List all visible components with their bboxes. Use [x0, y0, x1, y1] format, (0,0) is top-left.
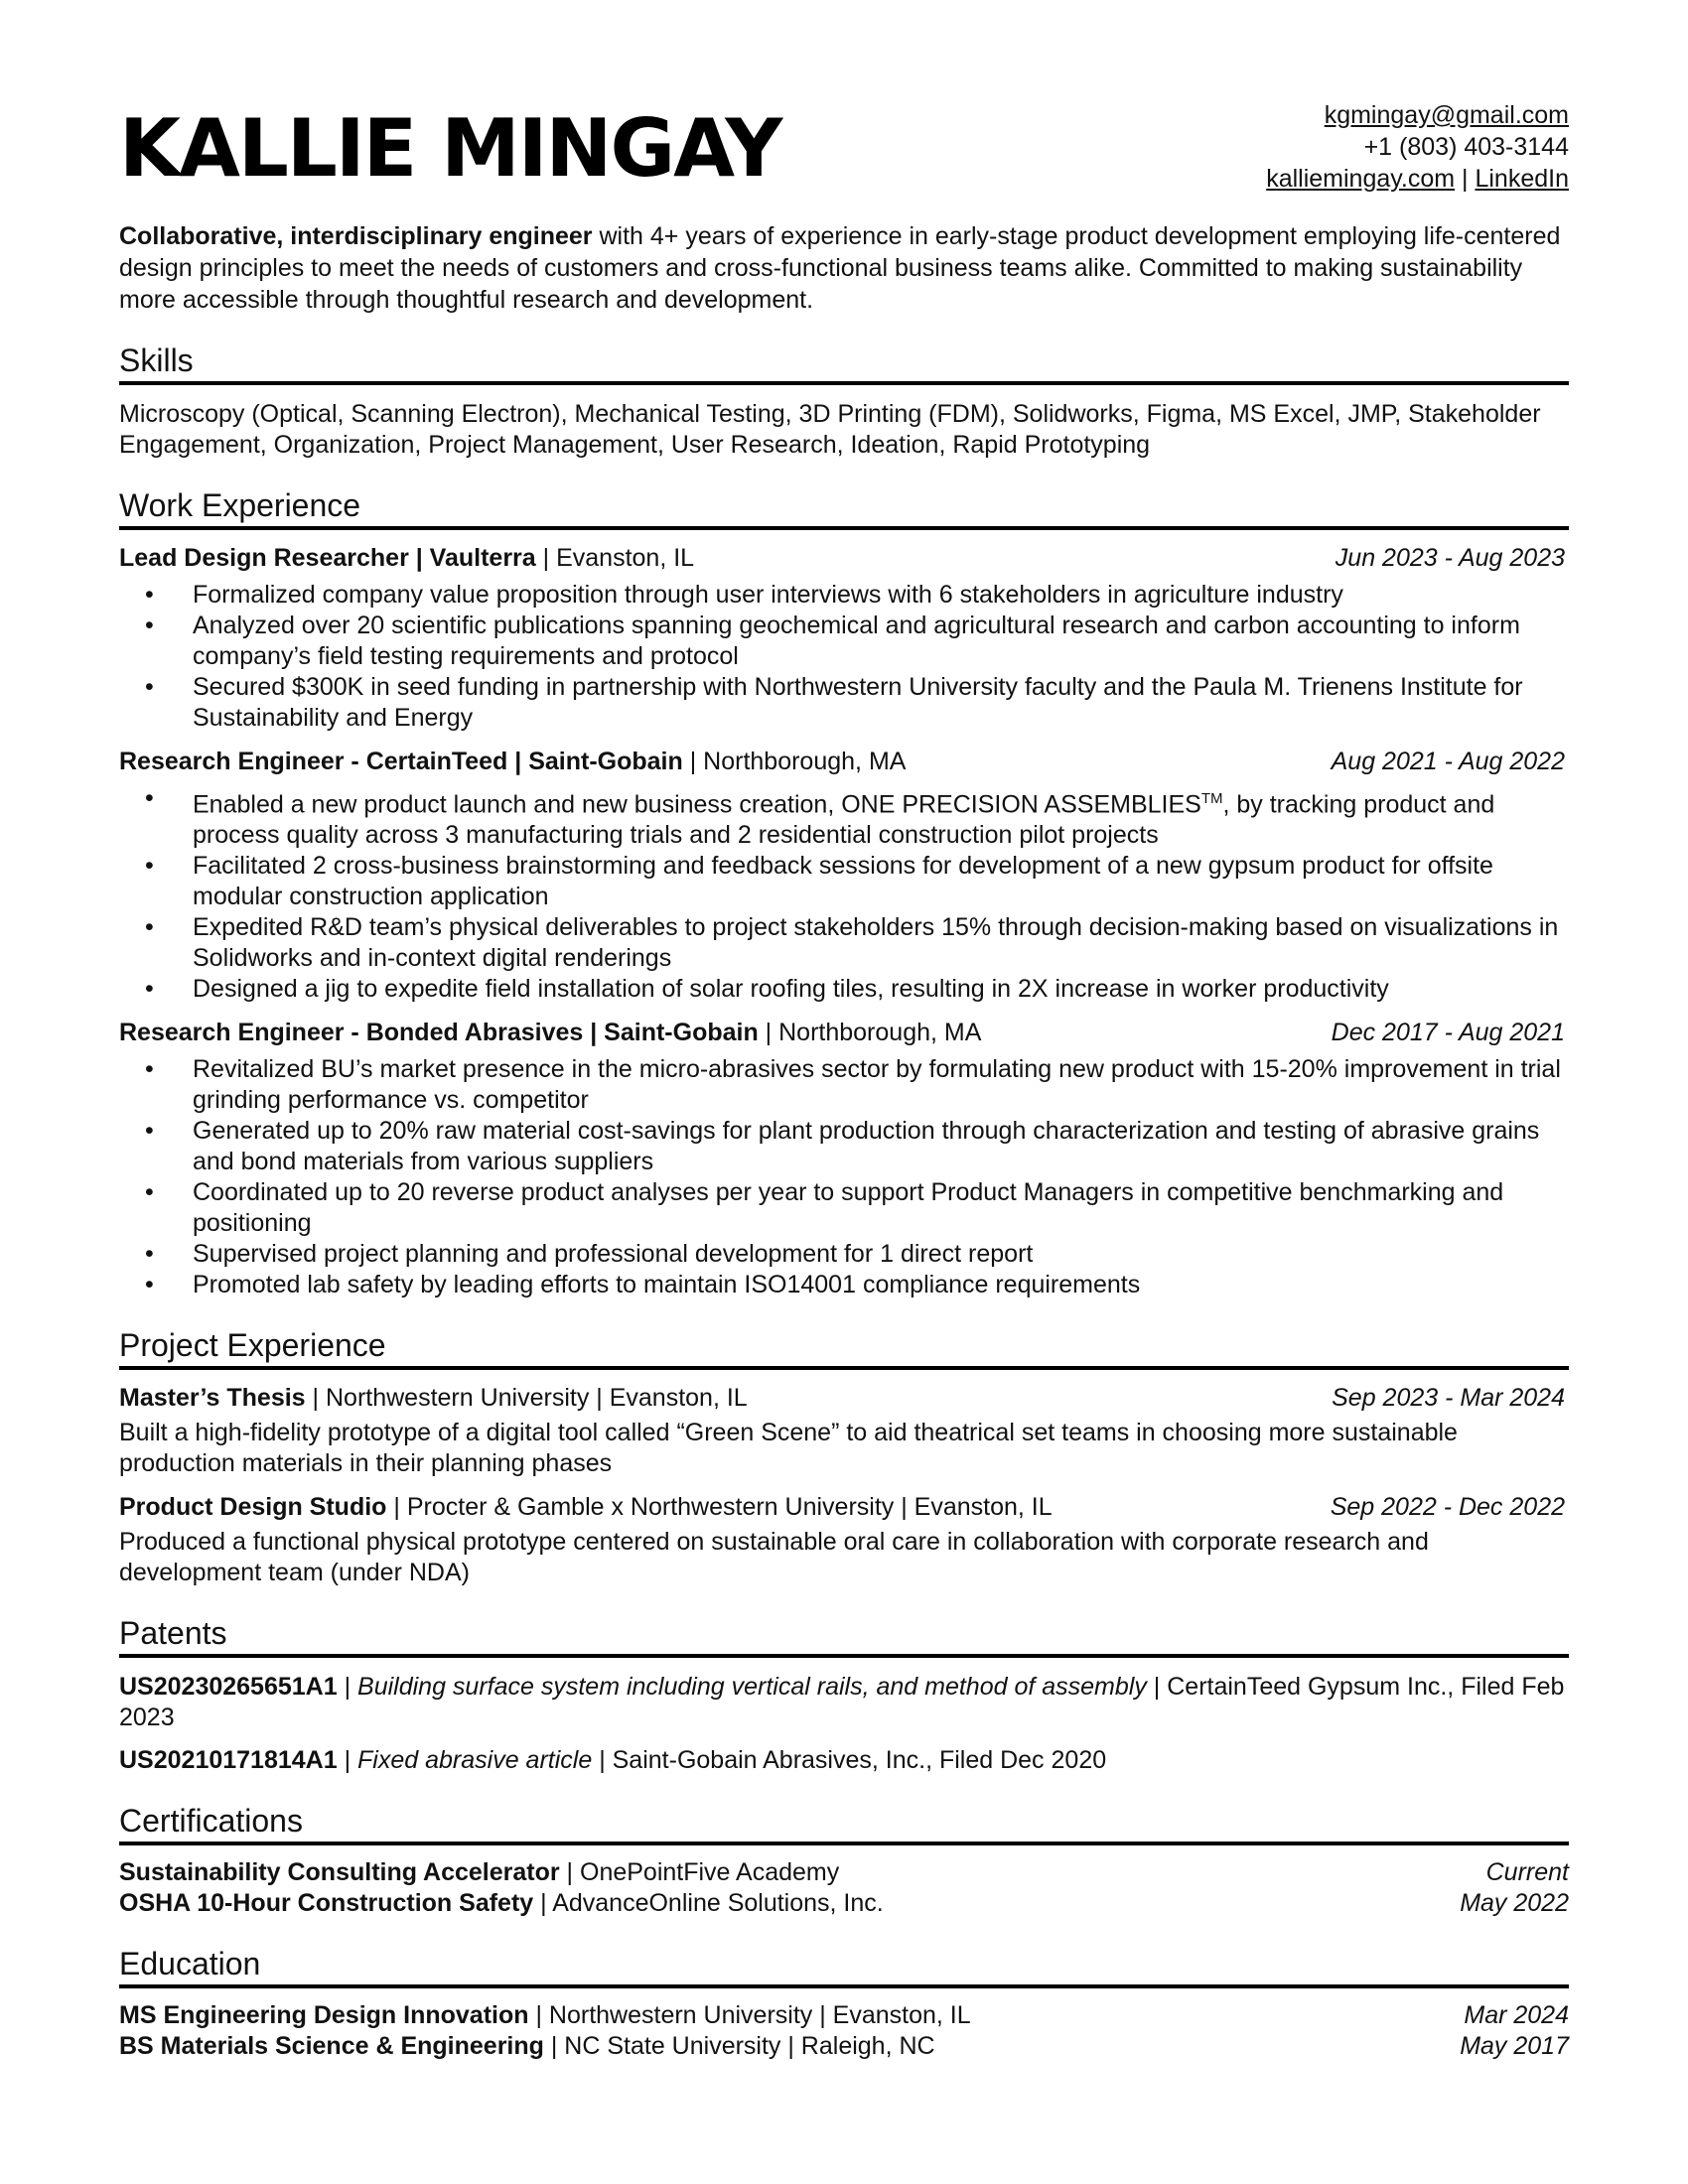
job-bullets	[119, 580, 1569, 734]
job-location: | Evanston, IL	[535, 544, 695, 572]
patent-title: Building surface system including vertical rails, and method of assembly	[357, 1673, 1147, 1702]
bullet-dot: •	[145, 1055, 154, 1084]
section-title-skills: Skills	[119, 341, 1569, 385]
list-item	[119, 783, 1569, 851]
degree-name: MS Engineering Design Innovation	[119, 2001, 529, 2030]
project-dates: Sep 2022 - Dec 2022	[1330, 1493, 1565, 1522]
job-header	[119, 542, 1569, 574]
bullet-text: Enabled a new product launch and new business creation, ONE PRECISION ASSEMBLIES	[193, 790, 1201, 819]
project-description: Produced a functional physical prototype centered on sustainable oral care in collaboration with corporate research and development team (under NDA)	[119, 1528, 1429, 1587]
patent-separator: |	[337, 1746, 358, 1775]
patent-entry	[119, 1672, 1569, 1733]
job-role: Lead Design Researcher | Vaulterra	[119, 544, 536, 572]
email-link[interactable]: kgmingay@gmail.com	[1324, 101, 1569, 129]
project-description: Built a high-fidelity prototype of a digital tool called “Green Scene” to aid theatrical set teams in choosing more sustainable production materials in their planning phases	[119, 1419, 1458, 1478]
list-item	[119, 974, 1569, 1005]
summary-text: with 4+ years of experience in early-stage product development employing life-centered design principles to meet the needs of customers and cross-functional business teams alike. Committed to making sustainability more accessible through thoughtful research and development.	[119, 222, 1561, 314]
job-header	[119, 1017, 1569, 1048]
list-item	[119, 1054, 1569, 1116]
patent-id: US20230265651A1	[119, 1673, 338, 1702]
job-dates: Jun 2023 - Aug 2023	[1335, 544, 1565, 572]
certifications-list	[119, 1857, 1569, 1919]
job-entry	[119, 542, 1569, 734]
bullet-dot: •	[145, 581, 154, 609]
bullet-text: Supervised project planning and professional development for 1 direct report	[193, 1240, 1034, 1269]
bullet-text: Analyzed over 20 scientific publications spanning geochemical and agricultural research and carbon accounting to inform company’s field testing requirements and protocol	[193, 612, 1520, 670]
project-entry	[119, 1382, 1569, 1479]
bullet-dot: •	[145, 784, 154, 812]
list-item	[119, 912, 1569, 974]
bullet-text: Designed a jig to expedite field installation of solar roofing tiles, resulting in 2X increase in worker productivity	[193, 975, 1389, 1004]
job-location: | Northborough, MA	[682, 748, 907, 775]
job-role: Research Engineer - Bonded Abrasives | Saint-Gobain	[119, 1019, 759, 1047]
school-name: | NC State University | Raleigh, NC	[543, 2032, 935, 2061]
list-item	[119, 1116, 1569, 1177]
job-bullets	[119, 1054, 1569, 1300]
bullet-dot: •	[145, 1178, 154, 1207]
project-name: Product Design Studio	[119, 1493, 387, 1522]
list-item	[119, 611, 1569, 672]
certification-org: | OnePointFive Academy	[559, 1858, 840, 1887]
list-item	[119, 851, 1569, 912]
project-dates: Sep 2023 - Mar 2024	[1332, 1384, 1565, 1413]
candidate-name: KALLIE MINGAY	[119, 102, 781, 195]
job-dates: Dec 2017 - Aug 2021	[1331, 1019, 1565, 1047]
summary	[119, 220, 1569, 316]
job-header	[119, 746, 1569, 777]
certification-row	[119, 1888, 1569, 1919]
certification-org: | AdvanceOnline Solutions, Inc.	[533, 1889, 884, 1918]
job-entry	[119, 1017, 1569, 1300]
list-item	[119, 580, 1569, 611]
project-header	[119, 1382, 1569, 1414]
job-entry	[119, 746, 1569, 1005]
patent-separator: |	[337, 1673, 358, 1702]
bullet-dot: •	[145, 1117, 154, 1146]
patent-assignee: | Saint-Gobain Abrasives, Inc., Filed Dec 2020	[592, 1746, 1107, 1775]
section-title-certifications: Certifications	[119, 1802, 1569, 1845]
bullet-text: Generated up to 20% raw material cost-savings for plant production through characterization and testing of abrasive grains and bond materials from various suppliers	[193, 1117, 1540, 1176]
bullet-dot: •	[145, 852, 154, 881]
certification-name: OSHA 10-Hour Construction Safety	[119, 1889, 534, 1918]
bullet-text-continued: , by tracking product and process quality across 3 manufacturing trials and 2 residential construction pilot projects	[193, 790, 1495, 850]
section-title-patents: Patents	[119, 1614, 1569, 1658]
summary-lead: Collaborative, interdisciplinary engineer	[119, 222, 593, 250]
job-location: | Northborough, MA	[758, 1019, 982, 1047]
bullet-dot: •	[145, 673, 154, 701]
bullet-text: Expedited R&D team’s physical deliverables to project stakeholders 15% through decision-making based on visualizations in Solidworks and in-context digital renderings	[193, 913, 1559, 973]
patent-id: US20210171814A1	[119, 1746, 338, 1775]
project-org: | Northwestern University | Evanston, IL	[305, 1384, 748, 1413]
education-date: Mar 2024	[1464, 2001, 1569, 2030]
list-item	[119, 1177, 1569, 1239]
certification-name: Sustainability Consulting Accelerator	[119, 1858, 560, 1887]
linkedin-link[interactable]: LinkedIn	[1475, 165, 1569, 193]
education-date: May 2017	[1460, 2032, 1569, 2061]
section-title-education: Education	[119, 1945, 1569, 1988]
bullet-text: Coordinated up to 20 reverse product analyses per year to support Product Managers in competitive benchmarking and positioning	[193, 1178, 1504, 1238]
patent-assignee: | CertainTeed Gypsum Inc., Filed Feb 2023	[119, 1673, 1565, 1732]
bullet-text: Formalized company value proposition through user interviews with 6 stakeholders in agriculture industry	[193, 581, 1343, 609]
project-org: | Procter & Gamble x Northwestern University | Evanston, IL	[386, 1493, 1053, 1522]
job-role: Research Engineer - CertainTeed | Saint-Gobain	[119, 748, 683, 775]
patent-title: Fixed abrasive article	[357, 1746, 593, 1775]
website-link[interactable]: kalliemingay.com	[1266, 165, 1456, 193]
resume-header	[119, 95, 1569, 205]
degree-name: BS Materials Science & Engineering	[119, 2032, 544, 2061]
certification-date: May 2022	[1460, 1889, 1569, 1918]
bullet-dot: •	[145, 975, 154, 1004]
list-item	[119, 672, 1569, 734]
job-bullets	[119, 783, 1569, 1005]
bullet-text: Facilitated 2 cross-business brainstorming and feedback sessions for development of a new gypsum product for offsite modular construction application	[193, 852, 1493, 911]
bullet-text: Secured $300K in seed funding in partnership with Northwestern University faculty and the Paula M. Trienens Institute for Sustainability and Energy	[193, 673, 1523, 732]
project-name: Master’s Thesis	[119, 1384, 306, 1413]
phone-number: +1 (803) 403-3144	[1363, 133, 1569, 161]
bullet-dot: •	[145, 1240, 154, 1269]
bullet-dot: •	[145, 913, 154, 942]
list-item	[119, 1270, 1569, 1300]
section-title-work: Work Experience	[119, 486, 1569, 530]
education-row	[119, 2000, 1569, 2031]
trademark-mark: TM	[1200, 790, 1223, 807]
skills-text: Microscopy (Optical, Scanning Electron), Mechanical Testing, 3D Printing (FDM), Solidworks, Figma, MS Excel, JMP, Stakeholder Engagement, Organization, Project Management, User Research, Ideation, Rapid Prototyping	[119, 400, 1541, 459]
education-list	[119, 2000, 1569, 2062]
education-row	[119, 2031, 1569, 2062]
contact-separator: |	[1455, 165, 1476, 193]
list-item	[119, 1239, 1569, 1270]
project-entry	[119, 1491, 1569, 1588]
project-header	[119, 1491, 1569, 1523]
certification-row	[119, 1857, 1569, 1888]
job-dates: Aug 2021 - Aug 2022	[1331, 748, 1565, 775]
bullet-text: Promoted lab safety by leading efforts to maintain ISO14001 compliance requirements	[193, 1271, 1141, 1299]
bullet-text: Revitalized BU’s market presence in the micro-abrasives sector by formulating new product with 15-20% improvement in trial grinding performance vs. competitor	[193, 1055, 1561, 1115]
contact-info	[1266, 99, 1569, 195]
resume-page	[119, 95, 1569, 2062]
school-name: | Northwestern University | Evanston, IL	[528, 2001, 971, 2030]
certification-date: Current	[1485, 1858, 1569, 1887]
section-title-projects: Project Experience	[119, 1326, 1569, 1370]
patent-entry	[119, 1745, 1569, 1776]
bullet-dot: •	[145, 1271, 154, 1299]
bullet-dot: •	[145, 612, 154, 639]
